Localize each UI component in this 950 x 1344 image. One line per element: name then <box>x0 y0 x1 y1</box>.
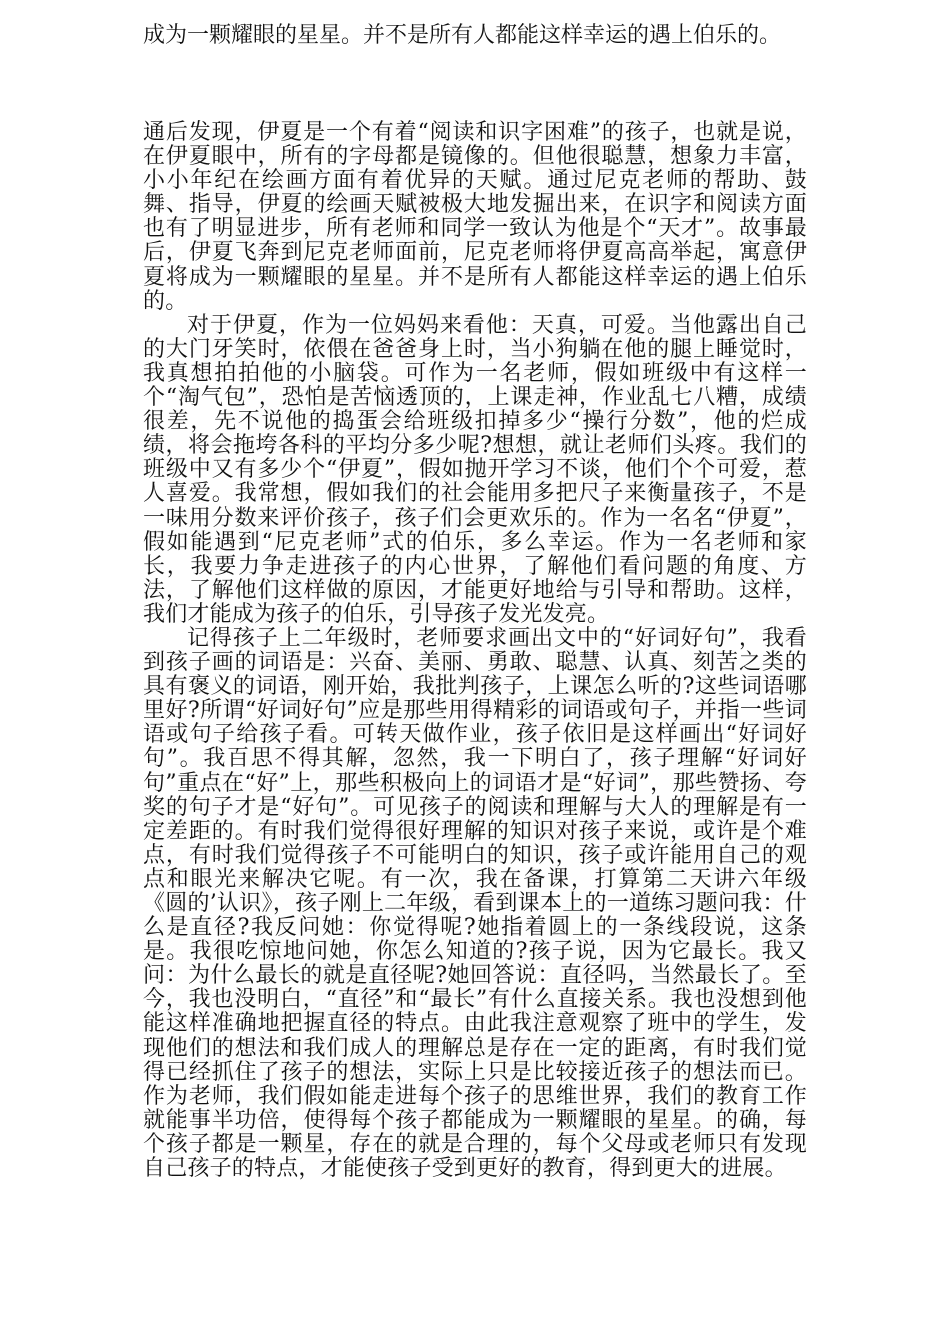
article-body <box>143 121 807 1181</box>
fragment-text: 成为一颗耀眼的星星。并不是所有人都能这样幸运的遇上伯乐的。 <box>143 23 782 48</box>
paragraph-mother-view: 对于伊夏，作为一位妈妈来看他：天真，可爱。当他露出自己的大门牙笑时，依偎在爸爸身上时，当小狗躺在他的腿上睡觉时，我真想拍拍他的小脑袋。可作为一名老师，假如班级中有这样一个“淘气包”，恐怕是苦恼透顶的，上课走神，作业乱七八糟，成绩很差，先不说他的捣蛋会给班级扣掉多少“操行分数”，他的烂成绩，将会拖垮各科的平均分多少呢?想想，就让老师们头疼。我们的班级中又有多少个“伊夏”，假如抛开学习不谈，他们个个可爱，惹人喜爱。我常想，假如我们的社会能用多把尺子来衡量孩子，不是一味用分数来评价孩子，孩子们会更欢乐的。作为一名名“伊夏”，假如能遇到“尼克老师”式的伯乐，多么幸运。作为一名老师和家长，我要力争走进孩子的内心世界，了解他们看问题的角度、方法，了解他们这样做的原因，才能更好地给与引导和帮助。这样，我们才能成为孩子的伯乐，引导孩子发光发亮。 <box>143 312 807 627</box>
previous-page-fragment <box>143 6 807 48</box>
paragraph-continuation: 通后发现，伊夏是一个有着“阅读和识字困难”的孩子，也就是说，在伊夏眼中，所有的字母都是镜像的。但他很聪慧，想象力丰富，小小年纪在绘画方面有着优异的天赋。通过尼克老师的帮助、鼓舞、指导，伊夏的绘画天赋被极大地发掘出来，在识字和阅读方面也有了明显进步，所有老师和同学一致认为他是个“天才”。故事最后，伊夏飞奔到尼克老师面前，尼克老师将伊夏高高举起，寓意伊夏将成为一颗耀眼的星星。并不是所有人都能这样幸运的遇上伯乐的。 <box>143 120 807 314</box>
paragraph-good-words: 记得孩子上二年级时，老师要求画出文中的“好词好句”，我看到孩子画的词语是：兴奋、美丽、勇敢、聪慧、认真、刻苦之类的具有褒义的词语，刚开始，我批判孩子，上课怎么听的?这些词语哪里好?所谓“好词好句”应是那些用得精彩的词语或句子，并指一些词语或句子给孩子看。可转天做作业，孩子依旧是这样画出“好词好句”。我百思不得其解，忽然，我一下明白了，孩子理解“好词好句”重点在“好”上，那些积极向上的词语才是“好词”，那些赞扬、夸奖的句子才是“好句”。可见孩子的阅读和理解与大人的理解是有一定差距的。有时我们觉得很好理解的知识对孩子来说，或许是个难点，有时我们觉得孩子不可能明白的知识，孩子或许能用自己的观点和眼光来解决它呢。有一次，我在备课，打算第二天讲六年级《圆的’认识》，孩子刚上二年级，看到课本上的一道练习题问我：什么是直径?我反问她：你觉得呢?她指着圆上的一条线段说，这条是。我很吃惊地问她，你怎么知道的?孩子说，因为它最长。我又问：为什么最长的就是直径呢?她回答说：直径吗，当然最长了。至今，我也没明白，“直径”和“最长”有什么直接关系。我也没想到他能这样准确地把握直径的特点。由此我注意观察了班中的学生，发现他们的想法和我们成人的理解总是存在一定的距离，有时我们觉得已经抓住了孩子的想法，实际上只是比较接近孩子的想法而已。作为老师，我们假如能走进每个孩子的思维世界，我们的教育工作就能事半功倍，使得每个孩子都能成为一颗耀眼的星星。的确，每个孩子都是一颗星，存在的就是合理的，每个父母或老师只有发现自己孩子的特点，才能使孩子受到更好的教育，得到更大的进展。 <box>143 625 807 1182</box>
